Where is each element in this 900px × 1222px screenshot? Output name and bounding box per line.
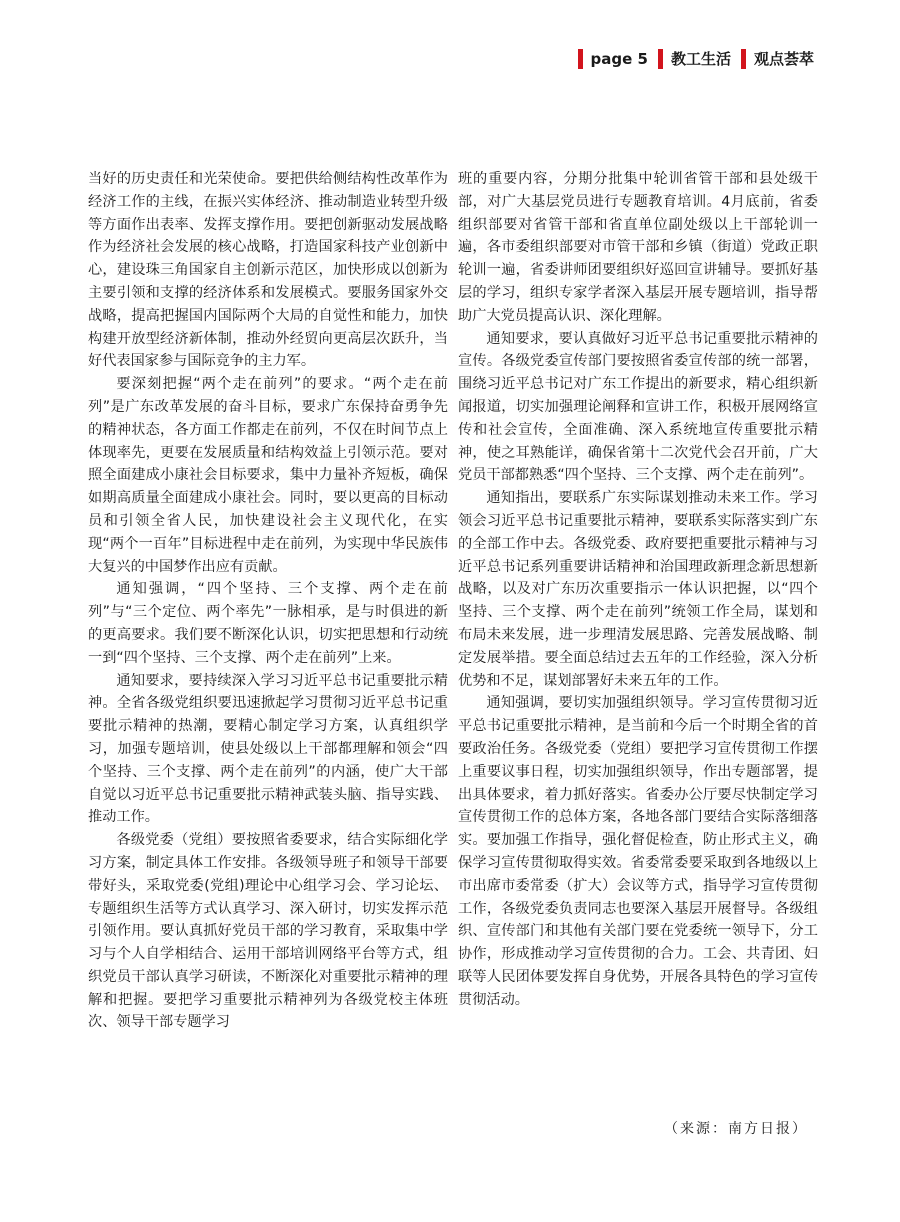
page-header [578,48,814,69]
paragraph: 要深刻把握“两个走在前列”的要求。“两个走在前列”是广东改革发展的奋斗目标，要求广东保持奋勇争先的精神状态，各方面工作都走在前列，不仅在时间节点上体现率先，更要在发展质量和结构效益上引领示范。要对照全面建成小康社会目标要求，集中力量补齐短板，确保如期高质量全面建成小康社会。同时，要以更高的目标动员和引领全省人民，加快建设社会主义现代化，在实现“两个一百年”目标进程中走在前列，为实现中华民族伟大复兴的中国梦作出应有贡献。 [88,376,448,575]
paragraph: 通知要求，要认真做好习近平总书记重要批示精神的宣传。各级党委宣传部门要按照省委宣传部的统一部署，围绕习近平总书记对广东工作提出的新要求，精心组织新闻报道，切实加强理论阐释和宣讲工作，积极开展网络宣传和社会宣传，全面准确、深入系统地宣传重要批示精神，使之耳熟能详，确保省第十二次党代会召开前，广大党员干部都熟悉“四个坚持、三个支撑、两个走在前列”。 [458,330,818,484]
source-credit: （来源：南方日报） [664,1121,808,1137]
paragraph: 通知强调，“四个坚持、三个支撑、两个走在前列”与“三个定位、两个率先”一脉相承，是与时俱进的新的更高要求。我们要不断深化认识，切实把思想和行动统一到“四个坚持、三个支撑、两个走在前列”上来。 [88,581,448,666]
left-column [88,168,448,1034]
paragraph: 通知要求，要持续深入学习习近平总书记重要批示精神。全省各级党组织要迅速掀起学习贯彻习近平总书记重要批示精神的热潮，要精心制定学习方案，认真组织学习，加强专题培训，使县处级以上干部都理解和领会“四个坚持、三个支撑、两个走在前列”的内涵，使广大干部自觉以习近平总书记重要批示精神武装头脑、指导实践、推动工作。 [88,672,448,826]
red-bar-icon [658,49,663,69]
section-label-2 [741,48,814,69]
page-number-label [578,49,648,69]
red-bar-icon [578,49,583,69]
red-bar-icon [741,49,746,69]
paragraph: 班的重要内容，分期分批集中轮训省管干部和县处级干部，对广大基层党员进行专题教育培训。4月底前，省委组织部要对省管干部和省直单位副处级以上干部轮训一遍，各市委组织部要对市管干部和乡镇（街道）党政正职轮训一遍，省委讲师团要组织好巡回宣讲辅导。要抓好基层的学习，组织专家学者深入基层开展专题培训，指导帮助广大党员提高认识、深化理解。 [458,171,818,324]
right-column [458,168,818,1011]
paragraph: 通知强调，要切实加强组织领导。学习宣传贯彻习近平总书记重要批示精神，是当前和今后一个时期全省的首要政治任务。各级党委（党组）要把学习宣传贯彻工作摆上重要议事日程，切实加强组织领导，作出专题部署，提出具体要求，着力抓好落实。省委办公厅要尽快制定学习宣传贯彻工作的总体方案，各地各部门要结合实际落细落实。要加强工作指导，强化督促检查，防止形式主义，确保学习宣传贯彻取得实效。省委常委要采取到各地级以上市出席市委常委（扩大）会议等方式，指导学习宣传贯彻工作，各级党委负责同志也要深入基层开展督导。各级组织、宣传部门和其他有关部门要在党委统一领导下，分工协作，形成推动学习宣传贯彻的合力。工会、共青团、妇联等人民团体要发挥自身优势，开展各具特色的学习宣传贯彻活动。 [458,695,818,1008]
section-name-2: 观点荟萃 [753,50,814,68]
section-name-1: 教工生活 [670,50,731,68]
paragraph: 各级党委（党组）要按照省委要求，结合实际细化学习方案，制定具体工作安排。各级领导班子和领导干部要带好头，采取党委(党组)理论中心组学习会、学习论坛、专题组织生活等方式认真学习、深入研讨，切实发挥示范引领作用。要认真抓好党员干部的学习教育，采取集中学习与个人自学相结合、运用干部培训网络平台等方式，组织党员干部认真学习研读，不断深化对重要批示精神的理解和把握。要把学习重要批示精神列为各级党校主体班次、领导干部专题学习 [88,832,448,1031]
page-number: page 5 [590,49,648,68]
paragraph: 当好的历史责任和光荣使命。要把供给侧结构性改革作为经济工作的主线，在振兴实体经济、推动制造业转型升级等方面作出表率、发挥支撑作用。要把创新驱动发展战略作为经济社会发展的核心战略，打造国家科技产业创新中心，建设珠三角国家自主创新示范区，加快形成以创新为主要引领和支撑的经济体系和发展模式。要服务国家外交战略，提高把握国内国际两个大局的自觉性和能力，加快构建开放型经济新体制，推动外经贸向更高层次跃升，当好代表国家参与国际竞争的主力军。 [88,171,448,370]
section-label-1 [658,48,731,69]
paragraph: 通知指出，要联系广东实际谋划推动未来工作。学习领会习近平总书记重要批示精神，要联系实际落实到广东的全部工作中去。各级党委、政府要把重要批示精神与习近平总书记系列重要讲话精神和治国理政新理念新思想新战略，以及对广东历次重要指示一体认识把握，以“四个坚持、三个支撑、两个走在前列”统领工作全局，谋划和布局未来发展，进一步理清发展思路、完善发展战略、制定发展举措。要全面总结过去五年的工作经验，深入分析优势和不足，谋划部署好未来五年的工作。 [458,490,818,689]
